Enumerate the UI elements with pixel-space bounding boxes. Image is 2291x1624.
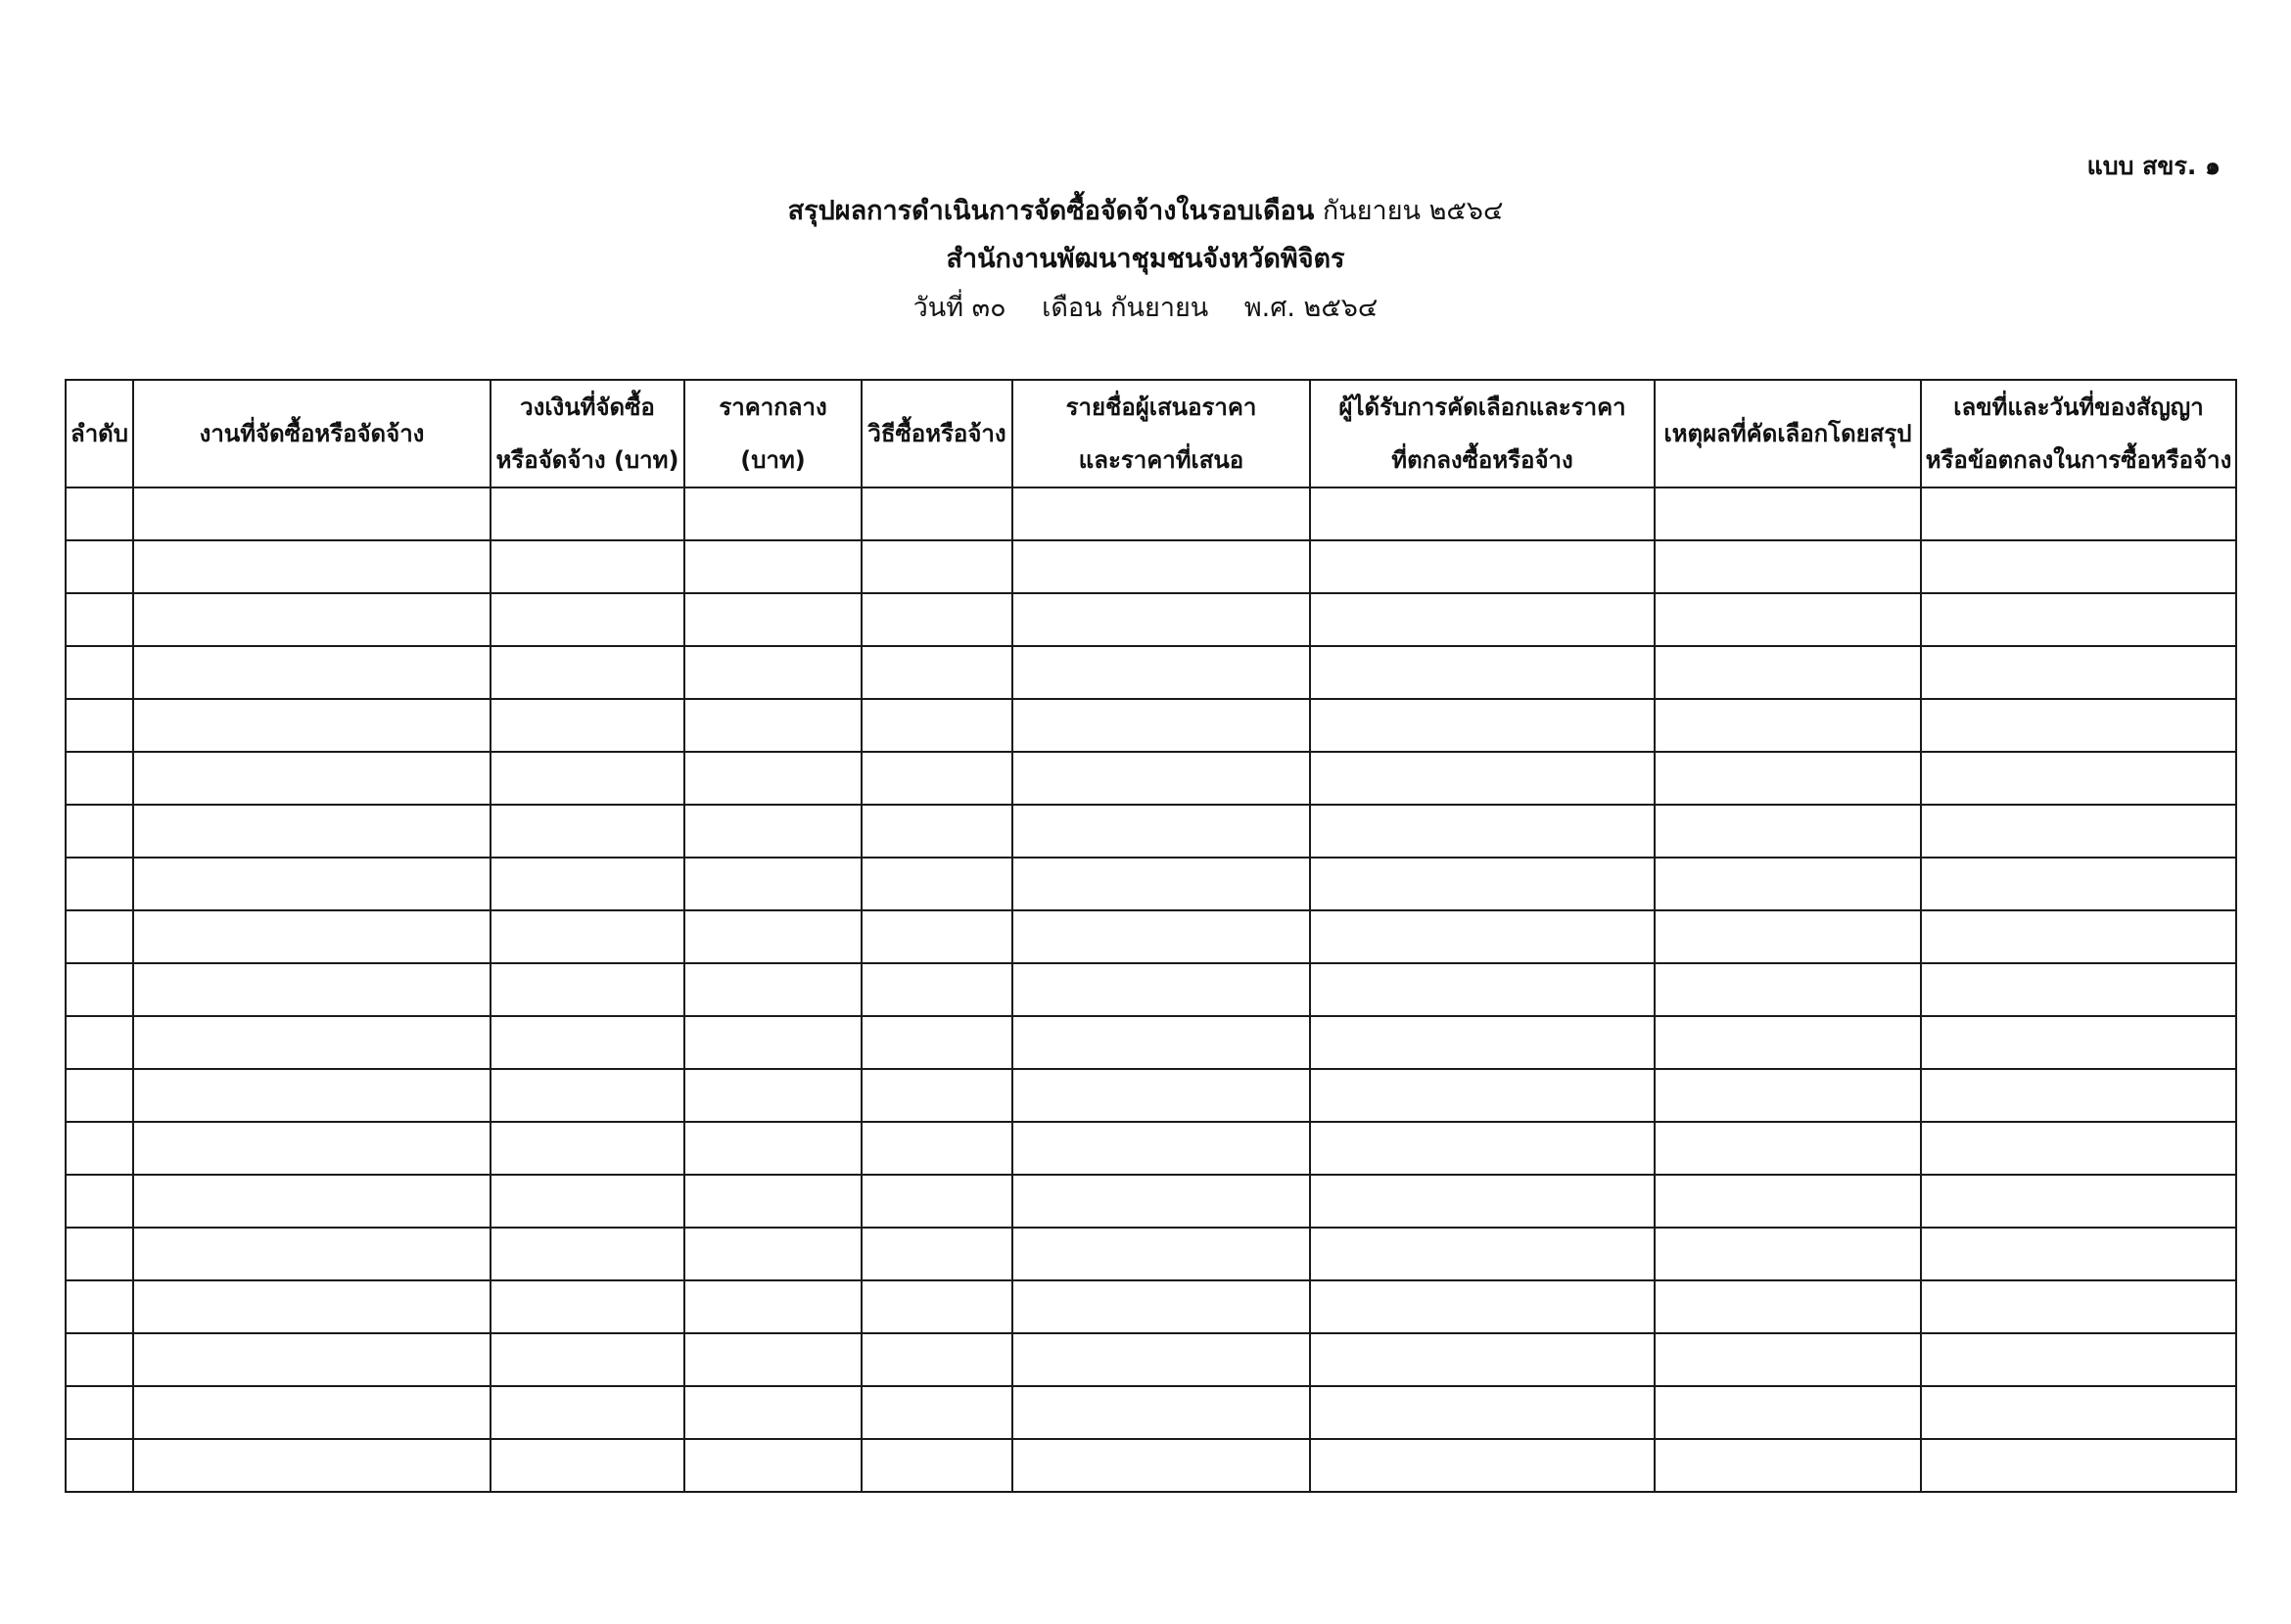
table-cell: [133, 1016, 491, 1069]
column-header-line: เลขที่และวันที่ของสัญญา: [1953, 394, 2204, 421]
table-cell: [862, 487, 1012, 540]
table-cell: [1655, 1386, 1921, 1439]
table-cell: [1921, 858, 2236, 910]
table-cell: [133, 858, 491, 910]
table-cell: [66, 1280, 133, 1333]
table-cell: [133, 752, 491, 805]
table-cell: [66, 540, 133, 593]
table-cell: [133, 1280, 491, 1333]
table-cell: [491, 1280, 684, 1333]
table-cell: [1310, 963, 1655, 1016]
table-row: [66, 1175, 2236, 1228]
table-cell: [1012, 699, 1310, 752]
table-row: [66, 699, 2236, 752]
table-cell: [491, 487, 684, 540]
table-cell: [1012, 1280, 1310, 1333]
table-cell: [66, 1175, 133, 1228]
table-cell: [1012, 1228, 1310, 1280]
table-cell: [133, 1175, 491, 1228]
table-cell: [684, 1386, 862, 1439]
table-cell: [133, 1439, 491, 1492]
table-row: [66, 593, 2236, 646]
table-cell: [133, 1069, 491, 1122]
table-row: [66, 1439, 2236, 1492]
table-cell: [1921, 487, 2236, 540]
table-cell: [1655, 1280, 1921, 1333]
table-cell: [862, 805, 1012, 858]
table-row: [66, 646, 2236, 699]
table-cell: [491, 593, 684, 646]
table-cell: [862, 1386, 1012, 1439]
table-row: [66, 487, 2236, 540]
table-cell: [1012, 910, 1310, 963]
table-cell: [66, 1386, 133, 1439]
table-body: [66, 487, 2236, 1492]
table-cell: [491, 1175, 684, 1228]
table-row: [66, 540, 2236, 593]
table-cell: [1921, 646, 2236, 699]
table-cell: [862, 1122, 1012, 1175]
table-row: [66, 858, 2236, 910]
table-cell: [491, 963, 684, 1016]
table-cell: [491, 858, 684, 910]
table-cell: [66, 805, 133, 858]
column-header: [1921, 380, 2236, 487]
table-cell: [862, 1016, 1012, 1069]
table-cell: [491, 805, 684, 858]
table-cell: [491, 1069, 684, 1122]
table-cell: [1310, 1228, 1655, 1280]
procurement-summary-table: [65, 379, 2237, 1493]
table-cell: [1655, 646, 1921, 699]
table-cell: [491, 1228, 684, 1280]
table-cell: [1012, 540, 1310, 593]
form-code: แบบ สขร. ๑: [2086, 152, 2221, 180]
table-cell: [862, 1228, 1012, 1280]
table-cell: [1921, 963, 2236, 1016]
table-cell: [1012, 858, 1310, 910]
table-cell: [1921, 1228, 2236, 1280]
column-header: [491, 380, 684, 487]
column-header-line: หรือข้อตกลงในการซื้อหรือจ้าง: [1925, 446, 2232, 474]
column-header-line: หรือจัดจ้าง (บาท): [495, 446, 679, 474]
table-cell: [66, 646, 133, 699]
table-cell: [684, 699, 862, 752]
table-cell: [1921, 1069, 2236, 1122]
table-cell: [862, 963, 1012, 1016]
table-row: [66, 805, 2236, 858]
table-cell: [1012, 752, 1310, 805]
table-cell: [66, 699, 133, 752]
table-cell: [1921, 1280, 2236, 1333]
report-title: [0, 195, 2291, 228]
table-cell: [1655, 487, 1921, 540]
column-header-line: ลำดับ: [70, 420, 128, 447]
table-cell: [862, 1439, 1012, 1492]
table-cell: [66, 858, 133, 910]
column-header-line: และราคาที่เสนอ: [1078, 446, 1244, 474]
table-cell: [133, 1228, 491, 1280]
table-cell: [1310, 752, 1655, 805]
table-cell: [1921, 910, 2236, 963]
table-row: [66, 1122, 2236, 1175]
table-cell: [684, 805, 862, 858]
column-header-line: ที่ตกลงซื้อหรือจ้าง: [1391, 446, 1573, 474]
table-row: [66, 1333, 2236, 1386]
table-cell: [491, 699, 684, 752]
column-header-line: วิธีซื้อหรือจ้าง: [867, 420, 1006, 447]
table-cell: [133, 1122, 491, 1175]
table-cell: [1310, 1122, 1655, 1175]
table-row: [66, 910, 2236, 963]
table-cell: [491, 910, 684, 963]
table-cell: [684, 1175, 862, 1228]
table-cell: [1310, 487, 1655, 540]
table-cell: [133, 805, 491, 858]
report-date-year: พ.ศ. ๒๕๖๔: [1243, 293, 1379, 323]
table-cell: [1655, 593, 1921, 646]
table-row: [66, 1016, 2236, 1069]
table-cell: [1310, 858, 1655, 910]
table-cell: [491, 1333, 684, 1386]
table-cell: [1310, 1280, 1655, 1333]
table-cell: [133, 593, 491, 646]
table-cell: [684, 487, 862, 540]
table-cell: [491, 1439, 684, 1492]
column-header-line: รายชื่อผู้เสนอราคา: [1065, 394, 1257, 421]
table-cell: [66, 1069, 133, 1122]
table-cell: [1921, 699, 2236, 752]
table-cell: [133, 963, 491, 1016]
column-header-line: เหตุผลที่คัดเลือกโดยสรุป: [1663, 420, 1912, 447]
table-cell: [66, 1122, 133, 1175]
table-cell: [133, 487, 491, 540]
table-cell: [1655, 1122, 1921, 1175]
table-cell: [1655, 805, 1921, 858]
table-cell: [684, 963, 862, 1016]
table-cell: [1655, 1439, 1921, 1492]
agency-name: สำนักงานพัฒนาชุมชนจังหวัดพิจิตร: [946, 244, 1345, 274]
table-cell: [1921, 752, 2236, 805]
table-row: [66, 963, 2236, 1016]
table-cell: [1655, 1069, 1921, 1122]
table-cell: [1012, 1333, 1310, 1386]
column-header: [1012, 380, 1310, 487]
table-cell: [1310, 1175, 1655, 1228]
table-cell: [862, 1333, 1012, 1386]
column-header-line: วงเงินที่จัดซื้อ: [520, 394, 655, 421]
table-cell: [862, 699, 1012, 752]
table-cell: [684, 646, 862, 699]
table-cell: [1921, 1439, 2236, 1492]
table-cell: [66, 487, 133, 540]
table-cell: [1655, 1016, 1921, 1069]
table-cell: [1310, 699, 1655, 752]
table-header-row: [66, 380, 2236, 487]
table-cell: [1921, 1016, 2236, 1069]
table-cell: [491, 752, 684, 805]
table-cell: [1012, 1386, 1310, 1439]
table-cell: [1012, 593, 1310, 646]
table-cell: [862, 858, 1012, 910]
table-cell: [1012, 1175, 1310, 1228]
table-cell: [66, 963, 133, 1016]
table-cell: [684, 858, 862, 910]
table-cell: [1012, 1439, 1310, 1492]
report-title-text: สรุปผลการดำเนินการจัดซื้อจัดจ้างในรอบเดือน: [787, 196, 1315, 226]
table-cell: [491, 1386, 684, 1439]
table-cell: [1012, 1016, 1310, 1069]
table-cell: [1655, 1228, 1921, 1280]
table-cell: [1310, 1333, 1655, 1386]
table-cell: [684, 910, 862, 963]
table-cell: [684, 752, 862, 805]
table-cell: [66, 910, 133, 963]
table-cell: [862, 646, 1012, 699]
column-header: [1310, 380, 1655, 487]
table-cell: [684, 1069, 862, 1122]
table-cell: [1012, 646, 1310, 699]
table-cell: [133, 910, 491, 963]
table-cell: [133, 699, 491, 752]
table-cell: [1310, 1439, 1655, 1492]
table-cell: [1655, 540, 1921, 593]
table-cell: [1310, 910, 1655, 963]
table-cell: [1012, 805, 1310, 858]
table-cell: [1310, 1386, 1655, 1439]
column-header-line: ผู้ได้รับการคัดเลือกและราคา: [1338, 394, 1626, 421]
column-header: [684, 380, 862, 487]
column-header-line: งานที่จัดซื้อหรือจัดจ้าง: [199, 420, 425, 447]
table-cell: [862, 752, 1012, 805]
table-cell: [1921, 1122, 2236, 1175]
table-row: [66, 752, 2236, 805]
table-cell: [66, 1333, 133, 1386]
table-cell: [684, 1439, 862, 1492]
table-cell: [491, 1122, 684, 1175]
report-date-month: เดือน กันยายน: [1042, 293, 1209, 323]
table-cell: [133, 646, 491, 699]
table-cell: [862, 910, 1012, 963]
report-month-year: กันยายน ๒๕๖๔: [1322, 196, 1504, 226]
table-cell: [1655, 1175, 1921, 1228]
table-cell: [862, 1280, 1012, 1333]
table-cell: [1655, 858, 1921, 910]
table-cell: [1012, 963, 1310, 1016]
table-cell: [684, 540, 862, 593]
table-cell: [1310, 593, 1655, 646]
table-cell: [1921, 593, 2236, 646]
table-cell: [1310, 1069, 1655, 1122]
table-cell: [1310, 646, 1655, 699]
table-cell: [862, 593, 1012, 646]
table-row: [66, 1228, 2236, 1280]
table-cell: [1655, 963, 1921, 1016]
report-date: [0, 292, 2291, 325]
table-header: [66, 380, 2236, 487]
table-cell: [1310, 1016, 1655, 1069]
table-cell: [1655, 1333, 1921, 1386]
table-cell: [684, 1280, 862, 1333]
table-cell: [684, 1333, 862, 1386]
table-cell: [1012, 1122, 1310, 1175]
table-cell: [1655, 699, 1921, 752]
table-cell: [684, 1016, 862, 1069]
column-header: [133, 380, 491, 487]
report-date-day: วันที่ ๓๐: [912, 293, 1006, 323]
table-cell: [133, 1386, 491, 1439]
column-header: [66, 380, 133, 487]
table-row: [66, 1280, 2236, 1333]
table-cell: [1921, 1386, 2236, 1439]
table-cell: [1921, 805, 2236, 858]
table-cell: [1310, 540, 1655, 593]
column-header-line: (บาท): [740, 446, 806, 474]
table-cell: [1012, 1069, 1310, 1122]
table-cell: [684, 1122, 862, 1175]
column-header-line: ราคากลาง: [719, 394, 827, 421]
table-cell: [1921, 1175, 2236, 1228]
table-cell: [684, 593, 862, 646]
table-cell: [66, 593, 133, 646]
table-cell: [491, 540, 684, 593]
table-cell: [66, 1439, 133, 1492]
table-cell: [862, 1069, 1012, 1122]
table-cell: [66, 752, 133, 805]
table-cell: [1310, 805, 1655, 858]
table-cell: [66, 1016, 133, 1069]
column-header: [1655, 380, 1921, 487]
table-cell: [133, 1333, 491, 1386]
table-cell: [491, 646, 684, 699]
table-cell: [862, 1175, 1012, 1228]
table-cell: [133, 540, 491, 593]
table-cell: [1655, 910, 1921, 963]
table-cell: [1655, 752, 1921, 805]
table-cell: [1012, 487, 1310, 540]
table-cell: [66, 1228, 133, 1280]
table-cell: [1921, 1333, 2236, 1386]
table-row: [66, 1069, 2236, 1122]
column-header: [862, 380, 1012, 487]
table-cell: [1921, 540, 2236, 593]
table-cell: [491, 1016, 684, 1069]
table-cell: [684, 1228, 862, 1280]
table-row: [66, 1386, 2236, 1439]
table-cell: [862, 540, 1012, 593]
